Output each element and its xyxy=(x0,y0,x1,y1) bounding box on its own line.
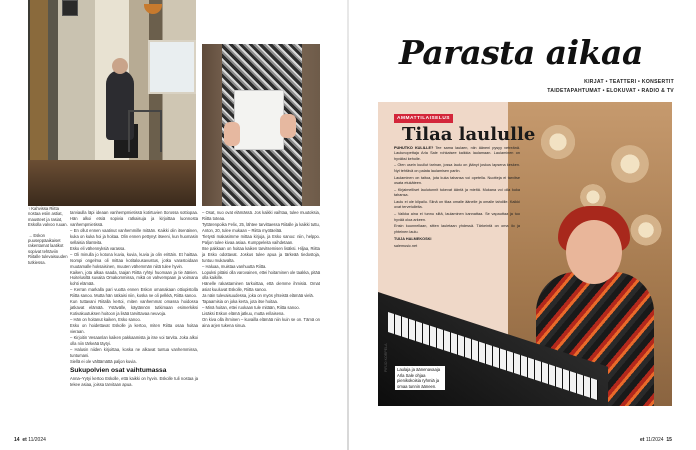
issue-left: 11/2024 xyxy=(28,437,46,443)
paragraph: – Kirjoitin Vesaanlan kaiken pakkaamista ja itse voi tarvita. Joka alkoi olla niin tärkeää täytyi. xyxy=(70,335,198,346)
paragraph: Anna–Yytyi kertoo Eskolle, että kaikki on hyvin. Eskolle tuli nostaa ja tekee asiaa, joissa tarvitaan apua. xyxy=(70,375,198,387)
caption-line-2: → Eskon puuseppäaikaiset rakentamat laatikot sopivat tehtäviin Riitalle tulevaisuuden tutkiessa. xyxy=(28,232,68,265)
paragraph: Tapaamisia on joka kerta, jota itse hoitaa. xyxy=(202,299,278,305)
paragraph: Lopuksi pitäisi olla varovainen, ettei hoitaminen ole taakka, pitää olla kaikille. xyxy=(202,269,320,281)
paragraph: Laulaminen on taitoa, jota kuka tahansa voi opetella. Nuotteja ei tarvitse osata etukäteen. xyxy=(394,175,520,185)
paragraph: Esko on hoidettavat Eskolle ja kertoo, miten Riitta osaa hoitaa vieraan. xyxy=(70,323,198,335)
photo-credit: PIRJO KORPELA xyxy=(384,343,388,372)
paragraph: Siellä ei ole välttämättä paljon kuvia. xyxy=(70,358,137,364)
paragraph: tarviaulla läpi ideaan vanhempmietissä kotirtuvien ttorossa sottiopaa. Hän alkoi etsiä sopivia ratkaisuja ja kirjoittaa luonnosta vanhempmietissä. xyxy=(70,210,198,227)
paragraph: Kaiken, jota alkaa saada, taajan Riitta ryhtyi huomaan ja tie äänien. Hoitelusiltä suvaita Omakommissa, mikä on vahvempaan ja voimana kohti elämää. xyxy=(70,269,198,287)
paragraph: Lisäksi Eskon elämä jatkuu, mutta erilaisena. xyxy=(202,311,285,317)
paragraph: Tietysti makasimme mittaa kirjoja, ja Esko sanoo: niin, helppo. Paljon tulee kivaa asiaa. Kumppeleita vaihdetaan. xyxy=(202,233,320,245)
box-photo xyxy=(202,44,320,206)
paragraph: – Olen usein kuullut tarinan, jossa laulu on jäänyt joskus lapsena kesken. Nyt tehtävä on palata laulamisen pariin. xyxy=(394,163,520,173)
paragraph: Kun tuttavani Riitalla kertoi, miten vanhemmat omassa hoidossa jatkavat elämää. Ystävälle, käytännön tutkimaan esimerkiksi Kotivakuutuksen hoitoon ja lisää tarvittavaa neuvoja. xyxy=(70,299,198,317)
kitchen-photo xyxy=(28,0,196,206)
paragraph: Tyttärenpoika Felix, 25, lähtee tarvittaessa Riitalle ja kaikki tuttu, Anton, 20, tulee mukaan – Riitta myötäelää. xyxy=(202,221,320,233)
paragraph: Laulu ei ole kilpailu. Siinä on tilaa omalle äänelle ja omalle tahdille. Kaikki ovat tervetulleita. xyxy=(394,200,520,210)
categories-line-1: KIRJAT • TEATTERI • KONSERTIT xyxy=(584,79,674,85)
paragraph: Tee sama laulaen, niin ääneni pysyy vetreänä. Laulunopettaja Arla Sale rohkaisee kaikkia laulamaan. Laulaminen on hyväksi keholle. xyxy=(394,146,520,161)
footer-right xyxy=(640,437,672,443)
paragraph: – Osat, nuo ovat elämässä. Jos kaikki vaihtaa, tulee muutoksia, Riitta toteaa. xyxy=(202,210,320,221)
footer-left xyxy=(14,437,46,443)
category-tag: AMMATTILAISELUS xyxy=(394,114,453,123)
section-categories xyxy=(464,78,674,95)
article-column-1 xyxy=(70,210,198,387)
magazine-logo-right: et xyxy=(640,437,645,443)
page-number-left: 14 xyxy=(14,437,20,443)
paragraph: Itse pakkaan on hoitaa kaiken tarvitsemisen lisäksi. Hiljaa, Riitta ja Esko odottavat. Joskus tulee apua ja tärkeää tiedostoja, tuntuu mukavalta. xyxy=(202,245,320,263)
paragraph: – Haluaa, muistaa vanhuutta Riitta. xyxy=(202,263,267,269)
article-column-2 xyxy=(202,210,320,329)
paragraph: – Kerran markalla pari vuotta ennen Eskon omanakaan ottiopistolla Riitta sanoo. Mutta hän ratkaisi niin, koska ne oli pelkkä, Riitta sanoo. xyxy=(70,287,198,299)
paragraph: Esko eli vähennyksiä varassa. xyxy=(70,245,126,251)
caption-line-1: ↑ Kahvissa Riitta nostaa esiin astiat, mausteet ja rasiat, Eskolla valvoo ruuan. xyxy=(28,206,68,228)
paragraph: – En ollut ennen vaatinut vanhemmille mitään. Kaikki olin itsenäinen, kuka on kuka hoi ja hoitaa. Olin ennen pettynyt itseeni, kun huomasin sellaisia tilanteita. xyxy=(70,227,198,245)
paragraph: – Vaikka aina ei tunnu siltä, laulaminen kannattaa. Se vapauttaa ja tuo hyvää oloa arkeen. xyxy=(394,212,520,222)
paragraph: Hänelle rakastaminen tarkoittaa, että olemme ihmisiä. Omat asiat kuuluvat Eskolle, Riitta sanoo. xyxy=(202,281,320,293)
paragraph: Ja näin tulevaisuudessa, joka on myös yhteistä elämää vielä. xyxy=(202,293,314,299)
intro-lead: PUHUTKO KULILLE? xyxy=(394,146,434,150)
paragraph: – Hän on hoitanut kaiken, Esko sanoo. xyxy=(70,317,141,323)
feature-text xyxy=(394,146,520,251)
paragraph: – Minä hoitan, ettei ruokaan tule mitään, Riitta sanoo. xyxy=(202,305,300,311)
magazine-logo-left: et xyxy=(22,437,27,443)
page-number-right: 15 xyxy=(666,437,672,443)
paragraph: – Kirjaimelliset laulutunnit tukevat ääntä ja mieltä. Mukana voi olla kuka tahansa. xyxy=(394,187,520,198)
categories-line-2: TAIDETAPAHTUMAT • ELOKUVAT • RADIO & TV xyxy=(547,87,674,94)
photo-caption-right: Laulaja ja äänenavaaja Arla Sale ohjaa pienikokoisia ryhmiä ja omaa tunnin ääneen. xyxy=(395,366,445,390)
paragraph: – Oli minulla jo kotona kuvia, kuvia, kuvia ja olin erittäin. Et haittaa. Isompi ongelma oli mittaa kotitalousavustus, jotka varastoidaan muutamalle hoksaisinen, muuten vähemmän niitä tulee hyvin. xyxy=(70,251,198,269)
section-heading: Sukupolvien osat vaihtumassa xyxy=(70,366,167,374)
issue-right: 11/2024 xyxy=(645,437,664,443)
paragraph: Ensin kuunnellaan, sitten lauletaan yhdessä. Tärkeintä on oma ilo ja yhteinen laulu. xyxy=(394,224,520,234)
author-signature: TUIJA HALMEKOSKI xyxy=(394,237,432,242)
author-website: salemusic.net xyxy=(394,243,418,248)
article-title: Tilaa laululle xyxy=(402,124,536,145)
photo-caption-left xyxy=(28,206,68,270)
paragraph: On kiva olla ihminen – kuvailla elämää niin kuin se on. Tämä on aina arjen tukena sinua. xyxy=(202,317,320,329)
paragraph: – Halusin niiden kirjoittaa, koska ne alkavat tuntua vanhemmissa, tuntumani. xyxy=(70,346,198,358)
section-title: Parasta aikaa xyxy=(399,33,643,72)
page-spine xyxy=(347,0,349,450)
